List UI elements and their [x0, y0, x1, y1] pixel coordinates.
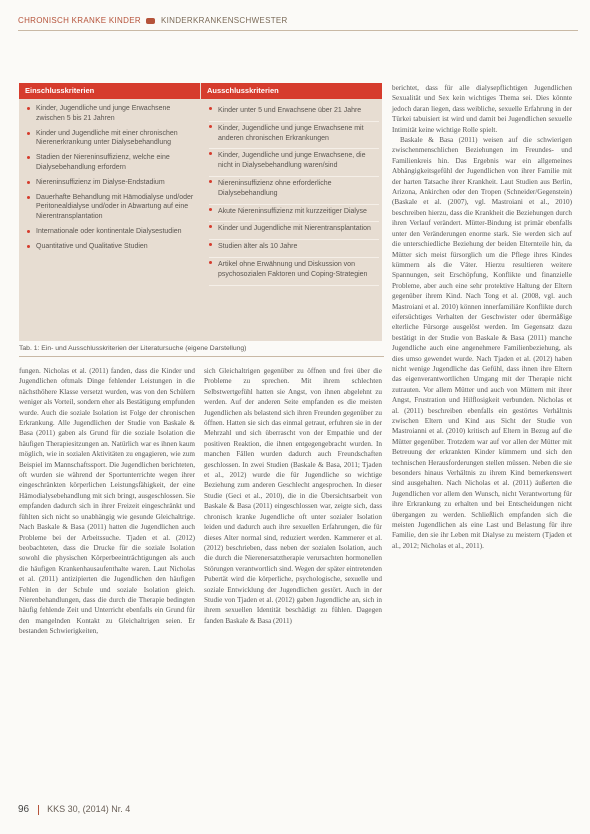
exclusion-column: [209, 104, 379, 286]
body-paragraph: sich Gleichaltrigen gegenüber zu öffnen und frei über die Probleme zu sprechen. Mit ihrem schlechten Selbstwertgefühl hatten sie Angst, von ihnen abgelehnt zu werden. Auf der anderen Seite empfanden es die meisten Jugendlichen als belastend sich ihren Freunden gegenüber zu öffnen. Hatten sie sich das einmal getraut, erfuhren sie in der Mehrzahl und sich überrascht von der Empathie und der positiven Reaktion, die ihnen entgegengebracht wurden. In manchen Fällen wurden dadurch auch Freundschaften geschlossen. In zwei Studien (Baskale & Basa, 2011; Tjaden et al., 2012) wurde die für Jugendliche so wichtige Beziehung zum anderen Geschlecht angesprochen. In dieser Studie (Geci et al., 2010), die in die Übersichtsarbeit von Baskale & Basa (2011) eingeschlossen war, zeigte sich, dass chronisch kranke Jugendliche oft unter sozialer Isolation leiden und dadurch auch ihre sexuellen Erfahrungen, die für dieses Alter normal sind, reduziert werden. Kammerer et al. (2012) beschrieben, dass neben der sozialen Isolation, auch die durch die Nierenersatztherapie verursachten hormonellen Störungen verantwortlich sind. Wegen der später eintretenden Pubertät wird die körperliche, psychologische, sexuelle und soziale Entwicklung der Jugendlichen gestört. Auch in der Studie von Tjaden et al. (2012) gaben Jugendliche an, sich in ihrem sexuellen Identität beschädigt zu fühlen. Dagegen fanden Baskale & Basa (2011): [204, 367, 382, 625]
exclusion-item: Akute Niereninsuffizienz mit kurzzeitiger Dialyse: [209, 205, 379, 223]
exclusion-item: Kinder, Jugendliche und junge Erwachsene, die nicht in Dialysebehandlung waren/sind: [209, 149, 379, 177]
inclusion-column: [27, 104, 197, 257]
criteria-table: [19, 83, 382, 341]
body-column-2: [204, 366, 382, 626]
table-header-inclusion: Einschlusskriterien: [19, 83, 200, 99]
table-header-exclusion: Ausschlusskriterien: [201, 83, 382, 99]
exclusion-item: Kinder, Jugendliche und junge Erwachsene mit anderen chronischen Erkrankungen: [209, 122, 379, 150]
inclusion-list: [27, 104, 197, 257]
body-paragraph: fungen. Nicholas et al. (2011) fanden, dass die Kinder und Jugendlichen oftmals Dinge fehlender Leistungen in die nächsthöhere Klasse versetzt wurden, was von den Schülern weniger als Vorteil, sondern eher als Bestätigung empfunden wurde. Auch die soziale Isolation ist Folge der chronischen Erkrankung. Alle Jugendlichen der Studie von Baskale & Basa (2011) gaben als Grund für die soziale Isolation die häufigen Therapiesitzungen an. Natürlich war es ihnen kaum möglich, wie in sozialen Aktivitäten zu engagieren, wie zum Beispiel im Mannschaftssport. Die Jugendlichen berichteten, oft wurden sie während der Sportunterrichte wegen ihrer eingeschränkten körperlichen Leistungsfähigkeit, der eine Hämodialysebehandlung mit sich bringt, ausgeschlossen. Sie empfanden dadurch sich in ihrer Freizeit eingeschränkt und fühlten sich nicht so unabhängig wie gesunde Gleichaltrige. Nach Baskale & Basa (2011) hatten die Jugendlichen auch Probleme bei der Arbeitssuche. Tjaden et al. (2012) beobachteten, dass die Drucke für die soziale Isolation sowohl die physischen Körperbeeinträchtigungen als auch die häufigen Krankenhausaufenthalte waren. Laut Nicholas et al. (2011) antizipierten die Jugendlichen den häufigen Fehlen in der Schule und soziale Isolation gleich. Nierenbehandlungen, dass die durch die Therapie bedingten häufig fehlende Zeit und Unterricht ebenfalls ein Grund für den mangelnden Kontakt zu Gleichaltrigen seien. Er bestanden Schwierigkeiten,: [19, 367, 195, 636]
inclusion-item: Niereninsuffizienz im Dialyse-Endstadium: [27, 178, 197, 193]
inclusion-item: Stadien der Niereninsuffizienz, welche eine Dialysebehandlung erfordern: [27, 153, 197, 178]
exclusion-item: Studien älter als 10 Jahre: [209, 240, 379, 258]
inclusion-item: Kinder, Jugendliche und junge Erwachsene zwischen 5 bis 21 Jahren: [27, 104, 197, 129]
header-journal-section: KINDERKRANKENSCHWESTER: [160, 16, 288, 25]
inclusion-item: Quantitative und Qualitative Studien: [27, 242, 197, 257]
body-paragraph: berichtet, dass für alle dialysepflichtigen Jugendlichen Sexualität und Sex kein wichtiges Thema sei. Dies könnte jedoch daran liegen, dass weibliche, sexuelle Erfahrung in der Türkei tabuisiert ist wird und damit bei Jugendlichen sexuelle Intimität keine wichtige Rolle spielt.: [392, 84, 572, 134]
journal-logo-icon: [146, 18, 155, 24]
exclusion-item: Kinder und Jugendliche mit Nierentransplantation: [209, 222, 379, 240]
footer-separator: [38, 805, 39, 815]
header-rule: [18, 30, 578, 31]
header-section: CHRONISCH KRANKE KINDER: [18, 16, 141, 25]
exclusion-item: Artikel ohne Erwähnung und Diskussion von psychosozialen Faktoren und Coping-Strategien: [209, 258, 379, 286]
page-number: 96: [18, 804, 30, 815]
caption-rule: [19, 356, 384, 357]
body-paragraph: Baskale & Basa (2011) weisen auf die schwierigen zwischenmenschlichen Beziehungen im Freundes- und Familienkreis hin. Das Ergebnis war ein allgemeines Abhängigkeitsgefühl der Jugendlichen von ihrer Familie mit der harten Tatsache ihrer Krankheit. Laut Studien aus Berlin, Arizona, Ankirchen oder den Tropen (Schneider/Gegenstein) (Baskale et al. (2007), vgl. Mastroiani et al., 2010) beschreiben hierzu, dass die Krankheit die Beziehungen durch ihren Verlauf verändert. Mütter-Bindung ist primär ebenfalls unter den Veränderungen enorme stark. Sie werden sich auf die unterschiedliche Beziehung der beiden Elternteile hin, da Mütter sich meist fürsorglich um die Pflege ihres Kindes kümmern als die Väter. Hierzu resultieren weitere Spannungen, seit Erschöpfung, Konflikte und finanzielle Probleme, aber auch eine sehr protektive Haltung der Eltern gegenüber ihrem Kind. Nach Tong et al. (2008, vgl. auch Mastroiani et al. 2010) können innerfamiliäre Konflikte durch eifersüchtiges Verhalten der Geschwister oder übermäßige elterliche Fürsorge ausgelöst werden. Im Gegensatz dazu bestätigt in der Studie von Baskale & Basa (2011) manche Jugendliche auch eine angenehmere Familienbeziehung, als dies umso gewendet wurde. Nach Tjaden et al. (2012) haben nicht wenige Jugendliche das Gefühl, dass ihnen ihre Eltern das eigenverantwortlichen Umgang mit der Therapie nicht zutrauten. Vor allem Mütter und auch von Müttern mit ihrer Angst, Frustration und Hilflosigkeit verbunden. Nicholas et al. (2011) beschreiben ebenfalls ein gestörtes Verhältnis zwischen Eltern und Kind aus Sicht der Studie von Mastroianni et al. (2010) kritisch auf Eltern in Bezug auf die Mütter gegenüber. Trotzdem war auf vor allen der Mütter mit Betreuung der erkrankten Kinder kümmern und sich den technischen Herausforderungen stellen müssen. Neben die sie besonders hinaus Verhältnis zu ihrem Kind bemerkenswert sind ausgehalten. Nach Nicholas et al. (2011) äußerten die Jugendlichen vor allem den Wunsch, nicht Verantwortung für ihre Erkrankung zu erhalten und bei Entscheidungen nicht übergangen zu werden. Schließlich empfanden sich die meisten Jugendlichen als eine Last und Belastung für ihre Familie, den sie ihr Leben mit Dialyse zu meistern (Tjaden et al., 2012; Nicholas et al., 2011).: [392, 136, 572, 550]
caption-text: Tab. 1: Ein- und Ausschlusskriterien der Literatursuche (eigene Darstellung): [19, 345, 247, 352]
page-footer: [18, 804, 578, 815]
inclusion-item: Dauerhafte Behandlung mit Hämodialyse und/oder Peritonealdialyse und/oder in Abwartung auf eine Nierentransplantation: [27, 193, 197, 227]
exclusion-list: [209, 104, 379, 286]
inclusion-item: Internationale oder kontinentale Dialysestudien: [27, 227, 197, 242]
running-header: [18, 16, 578, 25]
body-column-3: [392, 83, 572, 551]
inclusion-item: Kinder und Jugendliche mit einer chronischen Nierenerkrankung unter Dialysebehandlung: [27, 129, 197, 154]
body-column-1: [19, 366, 195, 637]
table-caption: [19, 345, 384, 352]
exclusion-item: Kinder unter 5 und Erwachsene über 21 Jahre: [209, 104, 379, 122]
issue-info: KKS 30, (2014) Nr. 4: [47, 804, 131, 814]
exclusion-item: Niereninsuffizienz ohne erforderliche Dialysebehandlung: [209, 177, 379, 205]
